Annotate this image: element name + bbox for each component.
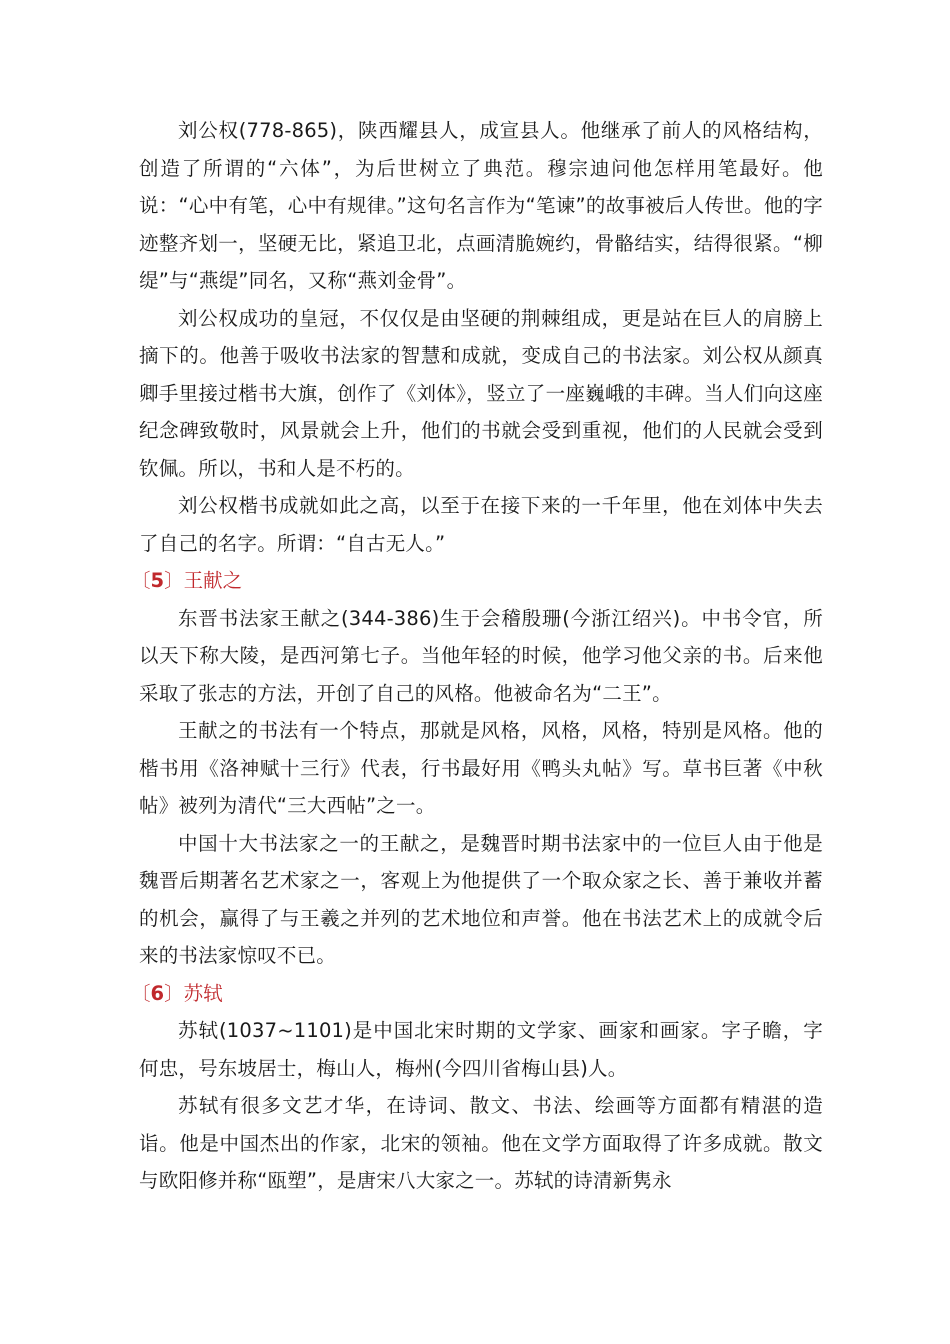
paragraph: 苏轼(1037~1101)是中国北宋时期的文学家、画家和画家。字子瞻，字何忠，号东坡居士，梅山人，梅州(今四川省梅山县)人。 bbox=[139, 1019, 823, 1080]
heading-number: 5 bbox=[150, 569, 165, 592]
paragraph: 王献之的书法有一个特点，那就是风格，风格，风格，特别是风格。他的楷书用《洛神赋十三行》代表，行书最好用《鸭头丸帖》写。草书巨著《中秋帖》被列为清代“三大西帖”之一。 bbox=[139, 719, 823, 817]
heading-bracket-close: 〕 bbox=[164, 569, 184, 592]
section-heading bbox=[131, 562, 823, 600]
paragraph: 刘公权成功的皇冠，不仅仅是由坚硬的荆棘组成，更是站在巨人的肩膀上摘下的。他善于吸收书法家的智慧和成就，变成自己的书法家。刘公权从颜真卿手里接过楷书大旗，创作了《刘体》，竖立了一座巍峨的丰碑。当人们向这座纪念碑致敬时，风景就会上升，他们的书就会受到重视，他们的人民就会受到钦佩。所以，书和人是不朽的。 bbox=[139, 306, 823, 480]
paragraph: 中国十大书法家之一的王献之，是魏晋时期书法家中的一位巨人由于他是魏晋后期著名艺术家之一，客观上为他提供了一个取众家之长、善于兼收并蓄的机会，赢得了与王羲之并列的艺术地位和声誉。他在书法艺术上的成就令后来的书法家惊叹不已。 bbox=[139, 831, 823, 967]
section-su-shi bbox=[131, 975, 823, 1200]
section-liu-gongquan bbox=[139, 112, 823, 562]
heading-bracket-open: 〔 bbox=[131, 981, 151, 1005]
heading-bracket-open: 〔 bbox=[131, 569, 151, 592]
paragraph: 刘公权楷书成就如此之高，以至于在接下来的一千年里，他在刘体中失去了自己的名字。所谓：“自古无人。” bbox=[139, 494, 823, 555]
heading-title: 苏轼 bbox=[183, 981, 223, 1005]
paragraph: 苏轼有很多文艺才华，在诗词、散文、书法、绘画等方面都有精湛的造诣。他是中国杰出的作家，北宋的领袖。他在文学方面取得了许多成就。散文与欧阳修并称“瓯塑”，是唐宋八大家之一。苏轼的诗清新隽永 bbox=[139, 1094, 823, 1192]
heading-title: 王献之 bbox=[183, 569, 243, 592]
document-page bbox=[131, 112, 823, 1200]
section-heading bbox=[131, 975, 823, 1013]
heading-number: 6 bbox=[150, 981, 165, 1005]
paragraph: 东晋书法家王献之(344-386)生于会稽殷珊(今浙江绍兴)。中书令官，所以天下称大陵，是西河第七子。当他年轻的时候，他学习他父亲的书。后来他采取了张志的方法，开创了自己的风格。他被命名为“二王”。 bbox=[139, 606, 823, 705]
paragraph: 刘公权(778-865)，陕西耀县人，成宣县人。他继承了前人的风格结构，创造了所谓的“六体”，为后世树立了典范。穆宗迪问他怎样用笔最好。他说：“心中有笔，心中有规律。”这句名言作为“笔谏”的故事被后人传世。他的字迹整齐划一，坚硬无比，紧追卫北，点画清脆婉约，骨骼结实，结得很紧。“柳缇”与“燕缇”同名，又称“燕刘金骨”。 bbox=[139, 119, 823, 292]
section-wang-xianzhi bbox=[131, 562, 823, 975]
heading-bracket-close: 〕 bbox=[164, 981, 184, 1005]
